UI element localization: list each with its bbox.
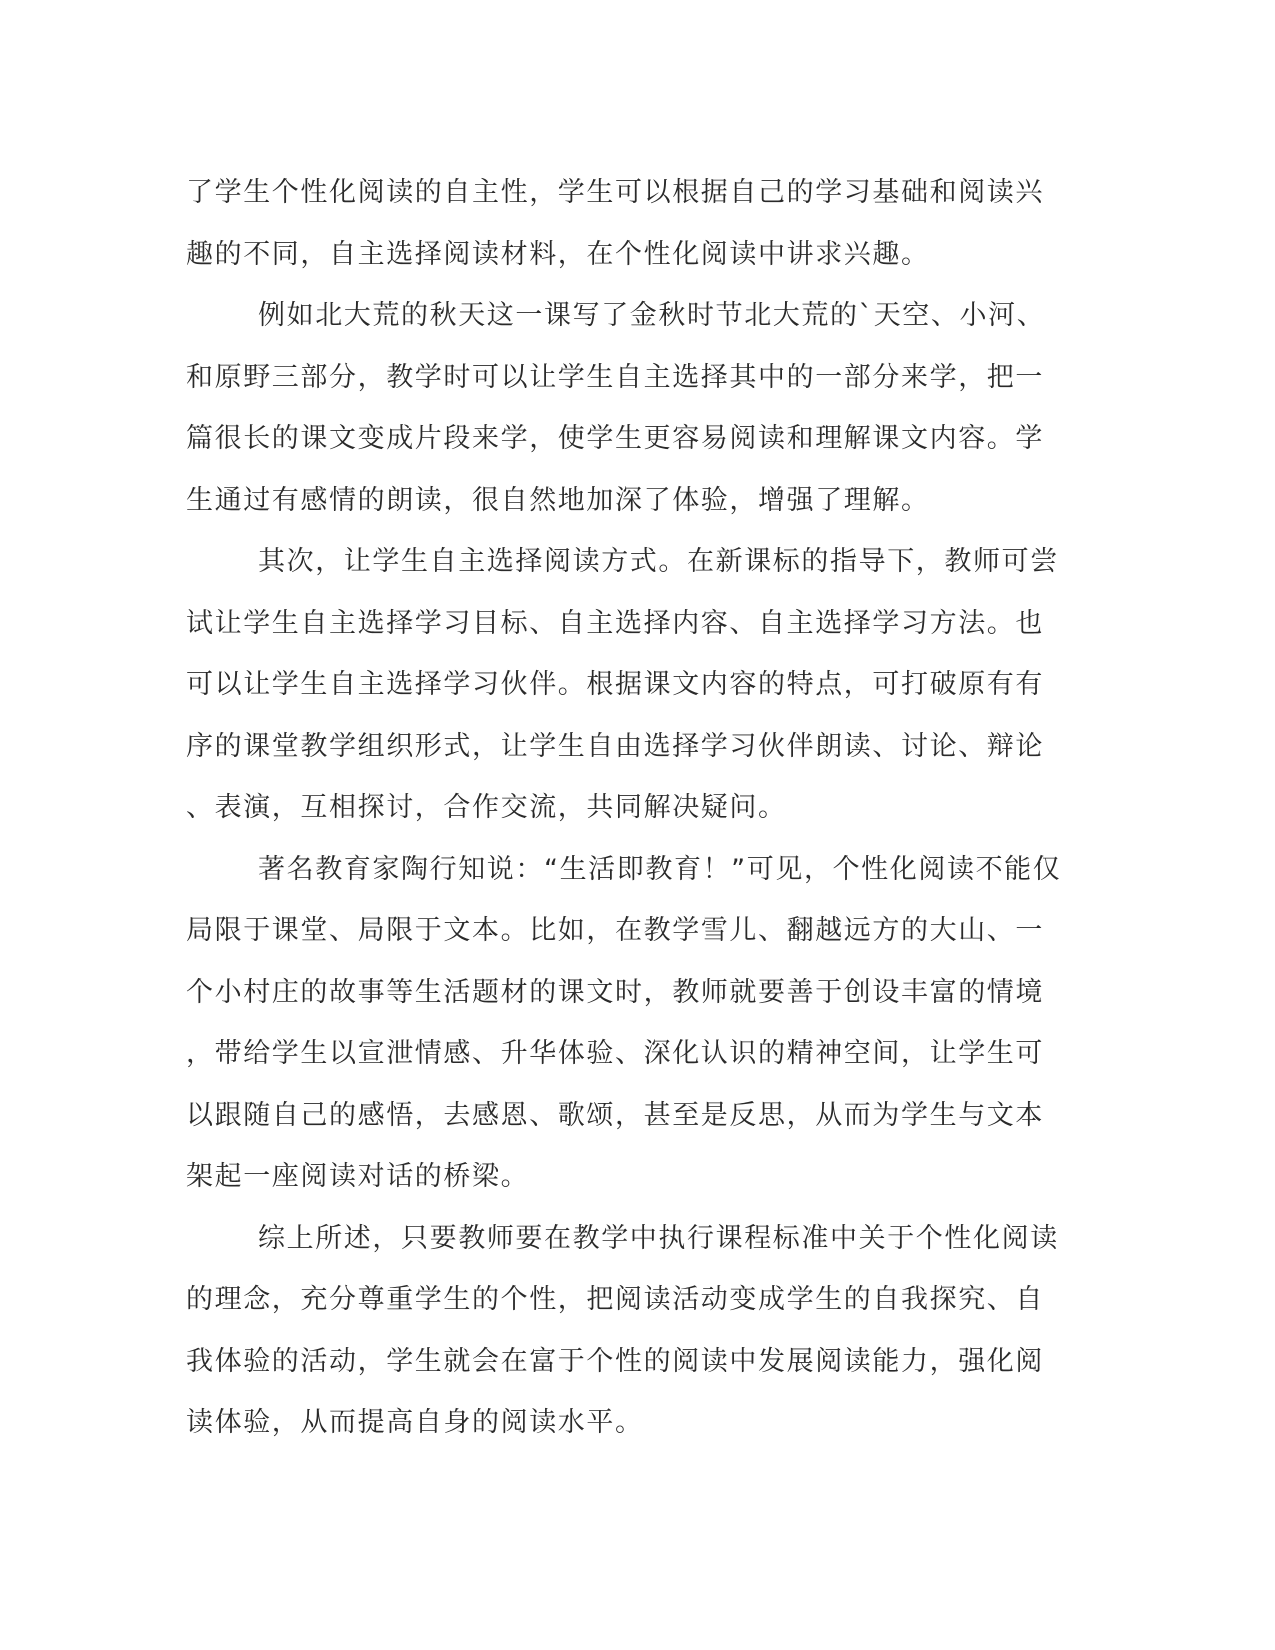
text-line: 架起一座阅读对话的桥梁。 xyxy=(186,1161,530,1192)
text-line: 和原野三部分，教学时可以让学生自主选择其中的一部分来学，把一 xyxy=(186,361,1044,393)
paragraph-first-line: 其次，让学生自主选择阅读方式。在新课标的指导下，教师可尝 xyxy=(258,546,1059,577)
text-line: ，带给学生以宣泄情感、升华体验、深化认识的精神空间，让学生可 xyxy=(186,1038,1044,1069)
text-line: 以跟随自己的感悟，去感恩、歌颂，甚至是反思，从而为学生与文本 xyxy=(186,1099,1044,1131)
text-line: 趣的不同，自主选择阅读材料，在个性化阅读中讲求兴趣。 xyxy=(186,238,930,270)
body-text xyxy=(186,162,1066,1454)
text-line: 我体验的活动，学生就会在富于个性的阅读中发展阅读能力，强化阅 xyxy=(186,1345,1044,1377)
text-line: 的理念，充分尊重学生的个性，把阅读活动变成学生的自我探究、自 xyxy=(186,1284,1044,1315)
text-line: 了学生个性化阅读的自主性，学生可以根据自己的学习基础和阅读兴 xyxy=(186,177,1044,208)
text-line: 局限于课堂、局限于文本。比如，在教学雪儿、翻越远方的大山、一 xyxy=(186,915,1044,946)
text-line: 个小村庄的故事等生活题材的课文时，教师就要善于创设丰富的情境 xyxy=(186,976,1044,1008)
text-line: 篇很长的课文变成片段来学，使学生更容易阅读和理解课文内容。学 xyxy=(186,423,1044,454)
text-line: 可以让学生自主选择学习伙伴。根据课文内容的特点，可打破原有有 xyxy=(186,669,1044,700)
text-line: 读体验，从而提高自身的阅读水平。 xyxy=(186,1407,644,1438)
text-line: 生通过有感情的朗读，很自然地加深了体验，增强了理解。 xyxy=(186,484,930,516)
paragraph-first-line: 综上所述，只要教师要在教学中执行课程标准中关于个性化阅读 xyxy=(258,1222,1059,1254)
text-line: 、表演，互相探讨，合作交流，共同解决疑问。 xyxy=(186,792,787,823)
text-line: 试让学生自主选择学习目标、自主选择内容、自主选择学习方法。也 xyxy=(186,607,1044,639)
paragraph-first-line: 例如北大荒的秋天这一课写了金秋时节北大荒的`天空、小河、 xyxy=(258,300,1046,331)
text-line: 序的课堂教学组织形式，让学生自由选择学习伙伴朗读、讨论、辩论 xyxy=(186,730,1044,762)
paragraph-first-line: 著名教育家陶行知说：“生活即教育！”可见，个性化阅读不能仅 xyxy=(258,853,1062,885)
